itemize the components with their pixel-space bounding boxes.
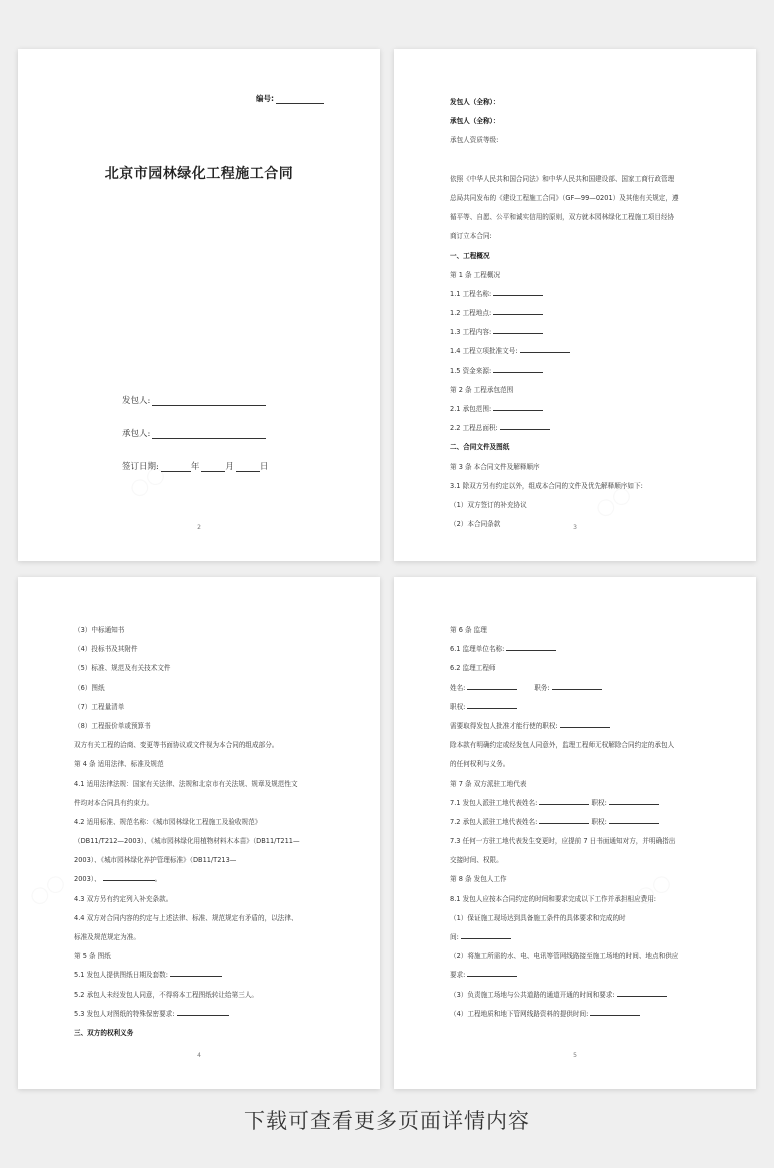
fill-blank: [170, 970, 222, 977]
text-line: [74, 698, 334, 717]
employer-blank: [152, 395, 266, 406]
text-line: [74, 813, 334, 832]
text-line: [450, 832, 710, 851]
section-heading: [450, 247, 710, 266]
line-text: （2）本合同条款: [450, 520, 501, 529]
year-blank: [161, 461, 191, 472]
text-line: [450, 775, 710, 794]
employer-label: 发包人:: [122, 396, 151, 406]
text-line: [450, 717, 710, 736]
fill-blank: [617, 990, 667, 997]
line-text: 2.2 工程总面积:: [450, 424, 498, 433]
line-text: 7.1 发包人派驻工地代表姓名:: [450, 798, 538, 807]
page-cover: [18, 49, 380, 561]
text-line: [74, 794, 334, 813]
line-text: 5.2 承包人未经发包人同意，不得将本工程图纸转让给第三人。: [74, 990, 259, 999]
line-text: （1）双方签订的补充协议: [450, 500, 527, 509]
contract-code-blank: [276, 95, 324, 104]
text-line: [74, 775, 334, 794]
text-line: [74, 947, 334, 966]
page-number: 2: [197, 524, 201, 531]
page-3-body: [450, 93, 710, 534]
fill-blank: [609, 817, 659, 824]
text-line: [450, 477, 710, 496]
line-text: 第 6 条 监理: [450, 626, 487, 634]
fill-blank: [493, 404, 543, 411]
fill-blank: [467, 683, 517, 690]
employer-signature-row: [122, 394, 266, 406]
page-number: 5: [573, 1052, 577, 1059]
text-line: [74, 832, 334, 851]
line-text: 双方有关工程的洽商、变更等书面协议或文件视为本合同的组成部分。: [74, 741, 279, 750]
text-line: [450, 170, 710, 189]
page-3: [394, 49, 756, 561]
text-line: [450, 1005, 710, 1024]
line-text: 商订立本合同:: [450, 232, 492, 241]
line-text: 姓名:: [450, 683, 466, 692]
text-line: [74, 679, 334, 698]
line-text: 8.1 发包人应按本合同约定的时间和要求完成以下工作并承担相应费用:: [450, 894, 657, 903]
section-heading: [450, 438, 710, 457]
text-line: [74, 966, 334, 985]
text-line: [74, 717, 334, 736]
line-text-after: 。: [154, 875, 162, 884]
line-text: （3）中标通知书: [74, 626, 125, 634]
text-line: [74, 640, 334, 659]
text-line: [450, 679, 710, 698]
line-text: 6.1 监理单位名称:: [450, 645, 505, 654]
line-text: 1.3 工程内容:: [450, 328, 492, 337]
fill-blank: [539, 798, 589, 805]
section-heading: [74, 1024, 334, 1043]
line-text: （2）将施工所需的水、电、电讯等管网线路接至施工场地的时间、地点和供应: [450, 952, 679, 961]
text-line: [450, 794, 710, 813]
fill-blank: [103, 874, 155, 881]
line-text: 第 2 条 工程承包范围: [450, 385, 514, 394]
text-line: [450, 813, 710, 832]
text-line: [74, 928, 334, 947]
line-text: （4）投标书及其附件: [74, 645, 138, 654]
contract-title: 北京市园林绿化工程施工合同: [104, 166, 294, 182]
text-line: [74, 851, 334, 870]
text-line: [74, 890, 334, 909]
line-text: 总局共同发布的《建设工程施工合同》（GF—99—0201）及其他有关规定，遵: [450, 193, 679, 202]
fill-blank: [467, 702, 517, 709]
line-text: 7.3 任何一方驻工地代表发生变更时，应提前 7 日书面通知对方，并明确指出: [450, 837, 676, 846]
fill-blank: [493, 366, 543, 373]
text-line: [450, 755, 710, 774]
line-text: 4.1 适用法律法规：国家有关法律、法规和北京市有关法规、规章及规范性文: [74, 779, 298, 788]
page-4: [18, 577, 380, 1089]
line-text: 要求:: [450, 971, 466, 980]
contract-code-label: 编号:: [256, 94, 274, 103]
line-text: 的任何权利与义务。: [450, 760, 510, 769]
text-line: [450, 928, 710, 947]
text-line: [450, 362, 710, 381]
text-line: [74, 1005, 334, 1024]
contractor-blank: [152, 428, 266, 439]
text-line: [450, 496, 710, 515]
text-line: [74, 755, 334, 774]
line-text: 第 5 条 图纸: [74, 952, 111, 961]
month-label: 月: [225, 462, 234, 472]
day-label: 日: [259, 462, 269, 472]
line-text: 5.1 发包人提供图纸日期及套数:: [74, 971, 168, 980]
text-line: [450, 966, 710, 985]
fill-blank: [500, 423, 550, 430]
text-line: [450, 266, 710, 285]
sign-date-label: 签订日期:: [122, 462, 159, 472]
line-text: 第 1 条 工程概况: [450, 270, 501, 279]
fill-blank: [467, 970, 517, 977]
line-text: （5）标准、规范及有关技术文件: [74, 664, 171, 673]
line-text: 承包人（全称）：: [450, 117, 500, 126]
line-text: 交接时间、权限。: [450, 856, 503, 865]
fill-blank: [506, 644, 556, 651]
line-text: 依照《中华人民共和国合同法》和中华人民共和国建设部、国家工商行政管理: [450, 174, 675, 183]
line-text: （4）工程地质和地下管网线路资料的提供时间:: [450, 1009, 589, 1018]
line-text: 三、双方的权利义务: [74, 1028, 134, 1037]
contract-code-row: [256, 93, 324, 104]
line-text: 1.2 工程地点:: [450, 309, 492, 318]
page-number: 4: [197, 1052, 201, 1059]
line-text: 2003）、: [74, 875, 101, 884]
text-line: [450, 342, 710, 361]
text-line: [450, 621, 710, 640]
line-text: （6）图纸: [74, 683, 105, 692]
fill-blank: [552, 683, 602, 690]
text-line: [74, 621, 334, 640]
line-text: 发包人（全称）：: [450, 98, 500, 106]
fill-blank: [493, 327, 543, 334]
text-line: [450, 736, 710, 755]
line-text: 2.1 承包范围:: [450, 405, 492, 413]
line-text: 需要取得发包人批准才能行使的职权:: [450, 721, 558, 730]
fill-blank: [520, 346, 570, 353]
contractor-label: 承包人:: [122, 429, 151, 439]
line-text: （3）负责施工场地与公共道路的通道开通的时间和要求:: [450, 990, 615, 999]
day-blank: [236, 461, 260, 472]
fill-blank: [560, 721, 610, 728]
line-text: 4.3 双方另有约定列入补充条款。: [74, 894, 173, 903]
text-line: [450, 851, 710, 870]
text-line: [450, 323, 710, 342]
line-text: 间:: [450, 933, 459, 941]
line-text: 标准及规范规定为准。: [74, 933, 140, 941]
line-text: （DB11/T212—2003）、《城市园林绿化用植物材料木本苗》（DB11/T211—: [74, 837, 300, 846]
line-text: 4.2 适用标准、规范名称：《城市园林绿化工程施工及验收规范》: [74, 817, 262, 826]
text-line: [450, 870, 710, 889]
line-text: 1.4 工程立项批准文号:: [450, 347, 518, 356]
fill-blank: [609, 798, 659, 805]
line-text: 3.1 除双方另有约定以外，组成本合同的文件及优先解释顺序如下:: [450, 481, 643, 490]
text-line: [450, 890, 710, 909]
fill-blank: [493, 308, 543, 315]
line-text: 承包人资质等级:: [450, 136, 499, 145]
text-line: [74, 870, 334, 889]
line-text: 5.3 发包人对图纸的特殊保密要求:: [74, 1009, 175, 1018]
watermark: [24, 868, 70, 911]
section-heading: [450, 112, 710, 131]
text-line: [74, 909, 334, 928]
text-line: [450, 189, 710, 208]
text-line: [74, 659, 334, 678]
line-text: 1.5 资金来源:: [450, 366, 492, 375]
line-text: 第 7 条 双方派驻工地代表: [450, 779, 527, 788]
line-text: 除本款有明确约定或经发包人同意外，监理工程师无权解除合同约定的承包人: [450, 741, 675, 750]
section-heading: [450, 93, 710, 112]
line-text: 第 4 条 适用法律、标准及规范: [74, 760, 164, 769]
text-line: [450, 458, 710, 477]
fill-blank: [177, 1009, 229, 1016]
text-line: [450, 400, 710, 419]
line-text-mid: 职权:: [589, 798, 607, 807]
month-blank: [201, 461, 225, 472]
download-more-caption: 下载可查看更多页面详情内容: [244, 1109, 530, 1133]
text-line: [450, 227, 710, 246]
text-line: [450, 947, 710, 966]
line-text-mid: 职务:: [517, 683, 550, 692]
text-line: [450, 381, 710, 400]
text-line: [450, 285, 710, 304]
text-line: [450, 640, 710, 659]
fill-blank: [493, 289, 543, 296]
line-text: 二、合同文件及图纸: [450, 443, 510, 452]
text-line: [450, 131, 710, 150]
line-text: 1.1 工程名称:: [450, 289, 492, 298]
sign-date-row: [122, 460, 268, 472]
line-text: （8）工程报价单或预算书: [74, 721, 151, 730]
line-text: 7.2 承包人派驻工地代表姓名:: [450, 817, 538, 826]
line-text: 循平等、自愿、公平和诚实信用的原则，双方就本园林绿化工程施工项目经协: [450, 213, 675, 222]
text-line: [74, 736, 334, 755]
text-line: [450, 304, 710, 323]
line-text: 第 8 条 发包人工作: [450, 875, 507, 884]
line-text: 6.2 监理工程师: [450, 664, 496, 673]
line-text-mid: 职权:: [589, 817, 607, 826]
text-line: [450, 698, 710, 717]
text-line: [74, 986, 334, 1005]
fill-blank: [539, 817, 589, 824]
text-line: [450, 208, 710, 227]
text-line: [450, 419, 710, 438]
line-text: （1）保证施工现场达到具备施工条件的具体要求和完成的时: [450, 913, 626, 922]
line-text: 一、工程概况: [450, 251, 490, 260]
contractor-signature-row: [122, 427, 266, 439]
page-4-body: [74, 621, 334, 1043]
text-line: [450, 151, 710, 170]
page-5: [394, 577, 756, 1089]
line-text: 2003）、《城市园林绿化养护管理标准》（DB11/T213—: [74, 856, 237, 865]
line-text: 4.4 双方对合同内容的约定与上述法律、标准、规范规定有矛盾的，以法律、: [74, 913, 298, 922]
line-text: 第 3 条 本合同文件及解释顺序: [450, 462, 540, 471]
fill-blank: [461, 932, 511, 939]
text-line: [450, 659, 710, 678]
year-label: 年: [190, 462, 200, 472]
page-5-body: [450, 621, 710, 1024]
text-line: [450, 909, 710, 928]
line-text: 职权:: [450, 702, 466, 711]
line-text: 件均对本合同具有约束力。: [74, 798, 154, 807]
fill-blank: [590, 1009, 640, 1016]
page-number: 3: [573, 524, 577, 531]
text-line: [450, 986, 710, 1005]
line-text: （7）工程量清单: [74, 702, 125, 711]
